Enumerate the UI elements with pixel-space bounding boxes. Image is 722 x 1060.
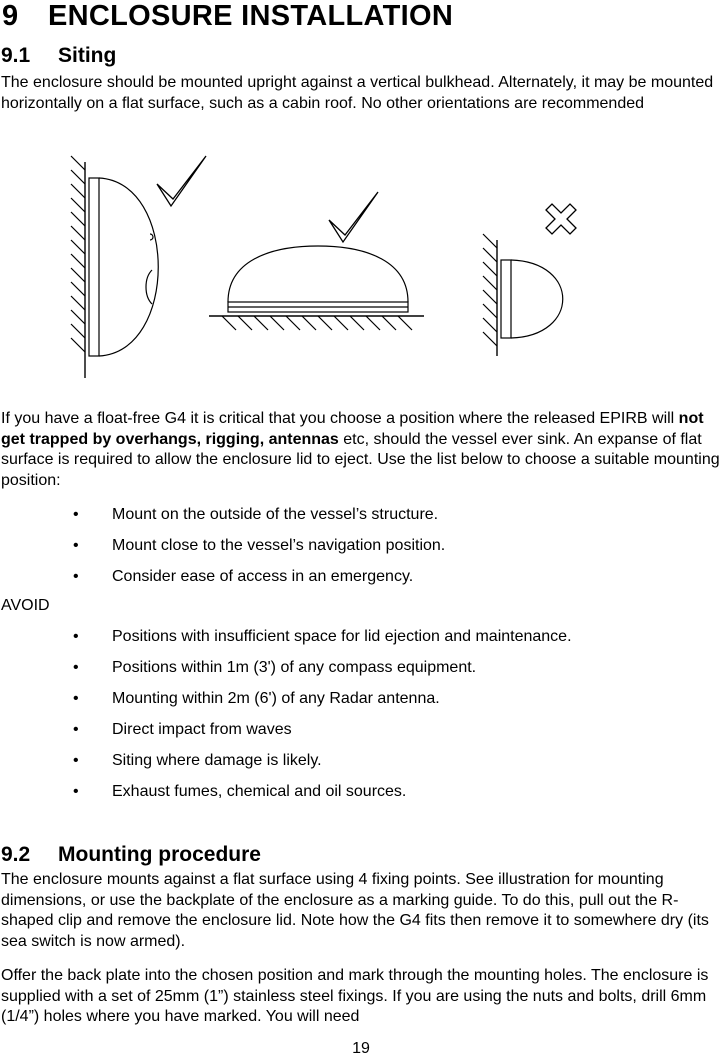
mounting-paragraph-2: Offer the back plate into the chosen position and mark through the mounting holes. The enclosure is supplied with a set of 25mm (1”) stainless steel fixings. If you are using the nuts and bolts, drill 6mm (1/4”) holes where you have marked. You will need: [1, 967, 709, 1025]
bullet-icon: •: [73, 690, 79, 707]
section-number: 9: [2, 0, 19, 32]
subsection-title: Siting: [58, 44, 117, 67]
subsection-heading-mounting: [1, 843, 261, 867]
subsection-number: 9.2: [1, 843, 31, 866]
bullet-icon: •: [73, 628, 79, 645]
bulkhead-hatching-left: [71, 156, 85, 378]
bulkhead-hatching-right: [483, 234, 497, 356]
section-heading: [2, 0, 453, 33]
enclosure-horizontal: [228, 246, 408, 312]
bullet-icon: •: [73, 752, 79, 769]
siting-intro-paragraph: The enclosure should be mounted upright against a vertical bulkhead. Alternately, it may be mounted horizontally on a flat surface, such as a cabin roof. No other orientations are recommended: [1, 74, 714, 112]
warning-emphasis: not get trapped by overhangs, rigging, antennas: [1, 410, 704, 448]
bullet-icon: •: [73, 506, 79, 523]
bullet-icon: •: [73, 537, 79, 554]
section-title: ENCLOSURE INSTALLATION: [48, 0, 454, 32]
tick-icon: [329, 192, 378, 242]
enclosure-vertical: [89, 178, 158, 356]
bullet-icon: •: [73, 783, 79, 800]
subsection-heading-siting: [1, 44, 116, 68]
subsection-title: Mounting procedure: [58, 843, 261, 866]
mounting-orientation-figure: [0, 150, 722, 382]
avoid-label: AVOID: [1, 597, 50, 614]
mounting-paragraph-1: The enclosure mounts against a flat surface using 4 fixing points. See illustration for mounting dimensions, or use the backplate of the enclosure as a marking guide. To do this, pull out the R-shaped clip and remove the enclosure lid. Note how the G4 fits then remove it to somewhere dry (its sea switch is now armed).: [1, 871, 709, 950]
siting-warning-paragraph: If you have a float-free G4 it is critical that you choose a position where the released EPIRB will not get trapped by overhangs, rigging, antennas etc, should the vessel ever sink. An expanse of flat surface is required to allow the enclosure lid to eject. Use the list below to choose a suitable mounting position:: [1, 410, 720, 489]
cross-icon: [546, 204, 576, 234]
enclosure-sideways: [501, 260, 563, 338]
bullet-icon: •: [73, 659, 79, 676]
tick-icon: [157, 156, 206, 206]
bullet-icon: •: [73, 568, 79, 585]
page-number: 19: [352, 1040, 370, 1057]
subsection-number: 9.1: [1, 44, 31, 67]
bullet-icon: •: [73, 721, 79, 738]
roof-hatching: [209, 316, 424, 330]
